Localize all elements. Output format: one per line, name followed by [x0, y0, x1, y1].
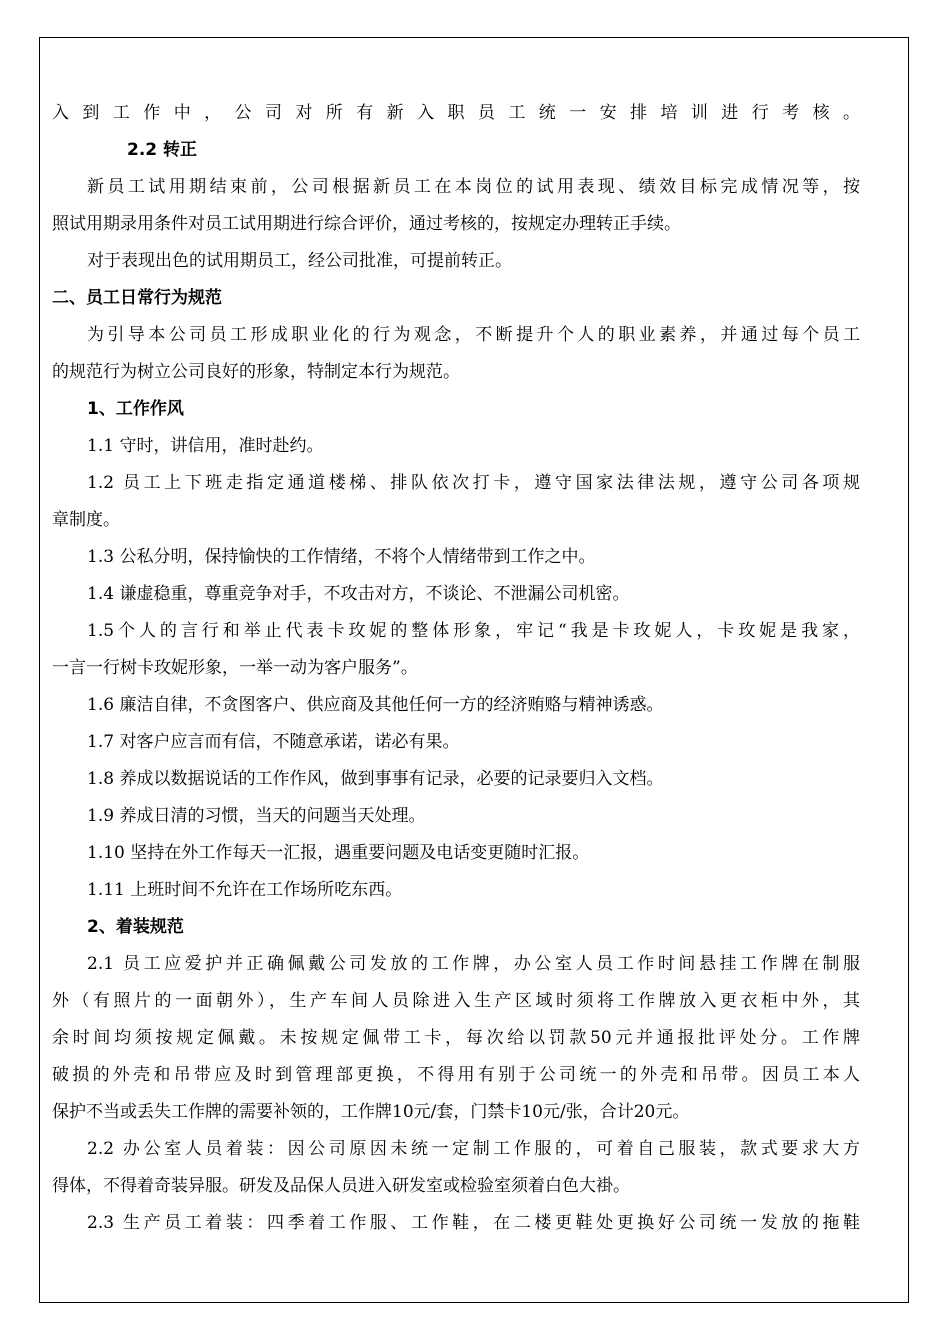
list-item: 1.6 廉洁自律，不贪图客户、供应商及其他任何一方的经济贿赂与精神诱惑。: [87, 695, 664, 715]
list-item: 1.2 员工上下班走指定通道楼梯、排队依次打卡，遵守国家法律法规，遵守公司各项规: [87, 473, 860, 493]
paragraph-line: 外（有照片的一面朝外），生产车间人员除进入生产区域时须将工作牌放入更衣柜中外，其: [52, 991, 860, 1011]
paragraph-line: 为引导本公司员工形成职业化的行为观念，不断提升个人的职业素养，并通过每个员工: [87, 325, 860, 345]
list-item: 1.10 坚持在外工作每天一汇报，遇重要问题及电话变更随时汇报。: [87, 843, 590, 863]
list-item: 1.1 守时，讲信用，准时赴约。: [87, 436, 324, 456]
paragraph-line: 对于表现出色的试用期员工，经公司批准，可提前转正。: [87, 251, 512, 271]
paragraph-line: 保护不当或丢失工作牌的需要补领的，工作牌10元/套，门禁卡10元/张，合计20元。: [52, 1102, 690, 1122]
list-item: 1.3 公私分明，保持愉快的工作情绪，不将个人情绪带到工作之中。: [87, 547, 596, 567]
list-item: 1.4 谦虚稳重，尊重竞争对手，不攻击对方，不谈论、不泄漏公司机密。: [87, 584, 630, 604]
paragraph-line: 一言一行树卡玫妮形象，一举一动为客户服务”。: [52, 658, 418, 678]
paragraph-line: 照试用期录用条件对员工试用期进行综合评价，通过考核的，按规定办理转正手续。: [52, 214, 681, 234]
list-item: 1.5个人的言行和举止代表卡玫妮的整体形象，牢记“我是卡玫妮人，卡玫妮是我家，: [87, 621, 860, 641]
paragraph-line: 新员工试用期结束前，公司根据新员工在本岗位的试用表现、绩效目标完成情况等，按: [87, 177, 860, 197]
section-heading-work-style: 1、工作作风: [87, 399, 184, 419]
list-item: 2.1 员工应爱护并正确佩戴公司发放的工作牌，办公室人员工作时间悬挂工作牌在制服: [87, 954, 860, 974]
list-item: 2.2 办公室人员着装：因公司原因未统一定制工作服的，可着自己服装，款式要求大方: [87, 1139, 860, 1159]
paragraph-line: 破损的外壳和吊带应及时到管理部更换，不得用有别于公司统一的外壳和吊带。因员工本人: [52, 1065, 860, 1085]
section-heading-dress-code: 2、着装规范: [87, 917, 184, 937]
list-item: 1.9 养成日清的习惯，当天的问题当天处理。: [87, 806, 426, 826]
section-heading-2-2: 2.2 转正: [127, 140, 198, 160]
chapter-heading: 二、员工日常行为规范: [52, 288, 222, 308]
list-item: 1.11 上班时间不允许在工作场所吃东西。: [87, 880, 403, 900]
list-item: 2.3 生产员工着装：四季着工作服、工作鞋，在二楼更鞋处更换好公司统一发放的拖鞋: [87, 1213, 860, 1233]
paragraph-line: 得体，不得着奇装异服。研发及品保人员进入研发室或检验室须着白色大褂。: [52, 1176, 630, 1196]
paragraph-line: 章制度。: [52, 510, 120, 530]
paragraph-line: 余时间均须按规定佩戴。未按规定佩带工卡，每次给以罚款50元并通报批评处分。工作牌: [52, 1028, 860, 1048]
list-item: 1.8 养成以数据说话的工作作风，做到事事有记录，必要的记录要归入文档。: [87, 769, 664, 789]
list-item: 1.7 对客户应言而有信，不随意承诺，诺必有果。: [87, 732, 460, 752]
paragraph-line: 入到工作中，公司对所有新入职员工统一安排培训进行考核。: [52, 103, 860, 123]
paragraph-line: 的规范行为树立公司良好的形象，特制定本行为规范。: [52, 362, 460, 382]
